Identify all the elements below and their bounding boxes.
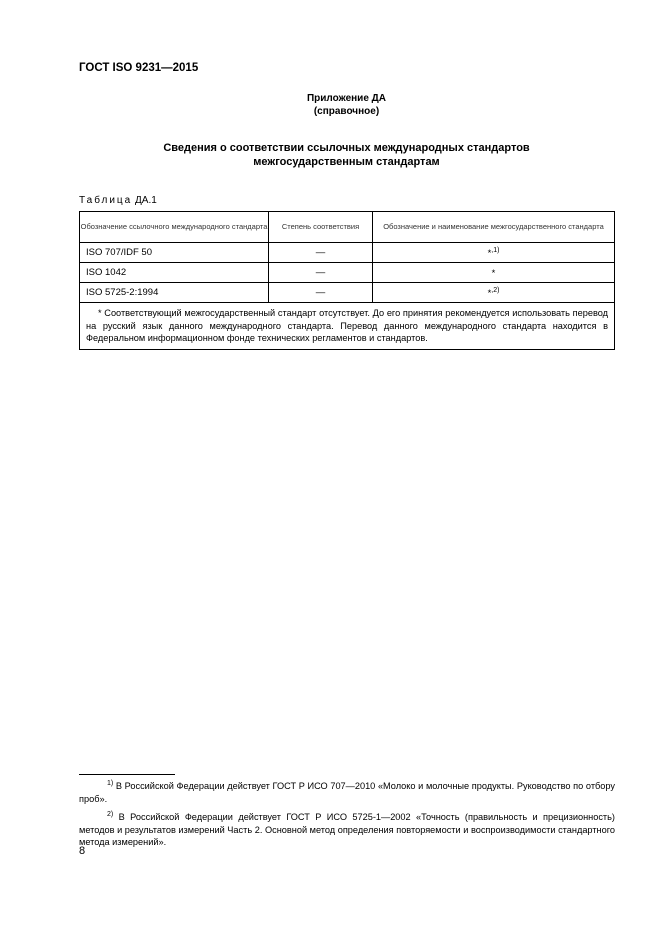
cell-interstate-standard — [373, 283, 615, 303]
document-header: ГОСТ ISO 9231—2015 — [79, 62, 199, 74]
table-row — [80, 243, 615, 263]
section-title-line-2: межгосударственным стандартам — [253, 156, 440, 168]
table-row — [80, 283, 615, 303]
table-note — [80, 303, 615, 350]
cell-reference: ISO 1042 — [80, 263, 269, 283]
page-number: 8 — [79, 845, 86, 857]
table-caption-number: ДА.1 — [135, 195, 157, 206]
section-title — [79, 141, 614, 169]
column-header-degree: Степень соответствия — [269, 212, 373, 243]
cell-interstate-standard — [373, 243, 615, 263]
cell-reference: ISO 707/IDF 50 — [80, 243, 269, 263]
asterisk-mark: * — [491, 267, 496, 279]
footnotes — [79, 778, 615, 853]
footnote — [79, 809, 615, 849]
footnote-ref: ,1) — [491, 246, 500, 254]
footnote-mark: 1) — [107, 780, 114, 787]
appendix-type: (справочное) — [313, 106, 380, 117]
table-caption-word: Таблица — [79, 195, 133, 206]
cell-degree: — — [269, 243, 373, 263]
section-title-line-1: Сведения о соответствии ссылочных международных стандартов — [163, 142, 530, 154]
column-header-reference: Обозначение ссылочного международного стандарта — [80, 212, 269, 243]
cell-interstate-standard — [373, 263, 615, 283]
asterisk-mark: * — [487, 247, 492, 259]
appendix-name: Приложение ДА — [306, 93, 387, 104]
table-note-row — [80, 303, 615, 350]
cell-degree: — — [269, 263, 373, 283]
correspondence-table — [79, 211, 615, 350]
table-caption — [79, 195, 157, 206]
cell-degree: — — [269, 283, 373, 303]
cell-reference: ISO 5725-2:1994 — [80, 283, 269, 303]
footnote-separator — [79, 774, 175, 775]
table-row — [80, 263, 615, 283]
footnote-mark: 2) — [107, 811, 114, 819]
table-header-row — [80, 212, 615, 243]
footnote-text: В Российской Федерации действует ГОСТ Р ИСО 5725-1—2002 «Точность (правильность и прецизионность) методов и результатов измерений Часть 2. Основной метод определения повторяемости и воспроизводимости стандартного метода измерений». — [79, 812, 615, 848]
column-header-interstate-standard: Обозначение и наименование межгосударственного стандарта — [373, 212, 615, 243]
asterisk-mark: * — [487, 287, 492, 299]
footnote-text: В Российской Федерации действует ГОСТ Р ИСО 707—2010 «Молоко и молочные продукты. Руководство по отбору проб». — [79, 781, 615, 804]
table-note-text: * Соответствующий межгосударственный стандарт отсутствует. До его принятия рекомендуется использовать перевод на русский язык данного международного стандарта. Перевод данного международного стандарта находится в Федеральном информационном фонде технических регламентов и стандартов. — [86, 308, 608, 343]
footnote — [79, 778, 615, 805]
appendix-heading — [79, 92, 614, 118]
footnote-ref: ,2) — [491, 286, 500, 294]
